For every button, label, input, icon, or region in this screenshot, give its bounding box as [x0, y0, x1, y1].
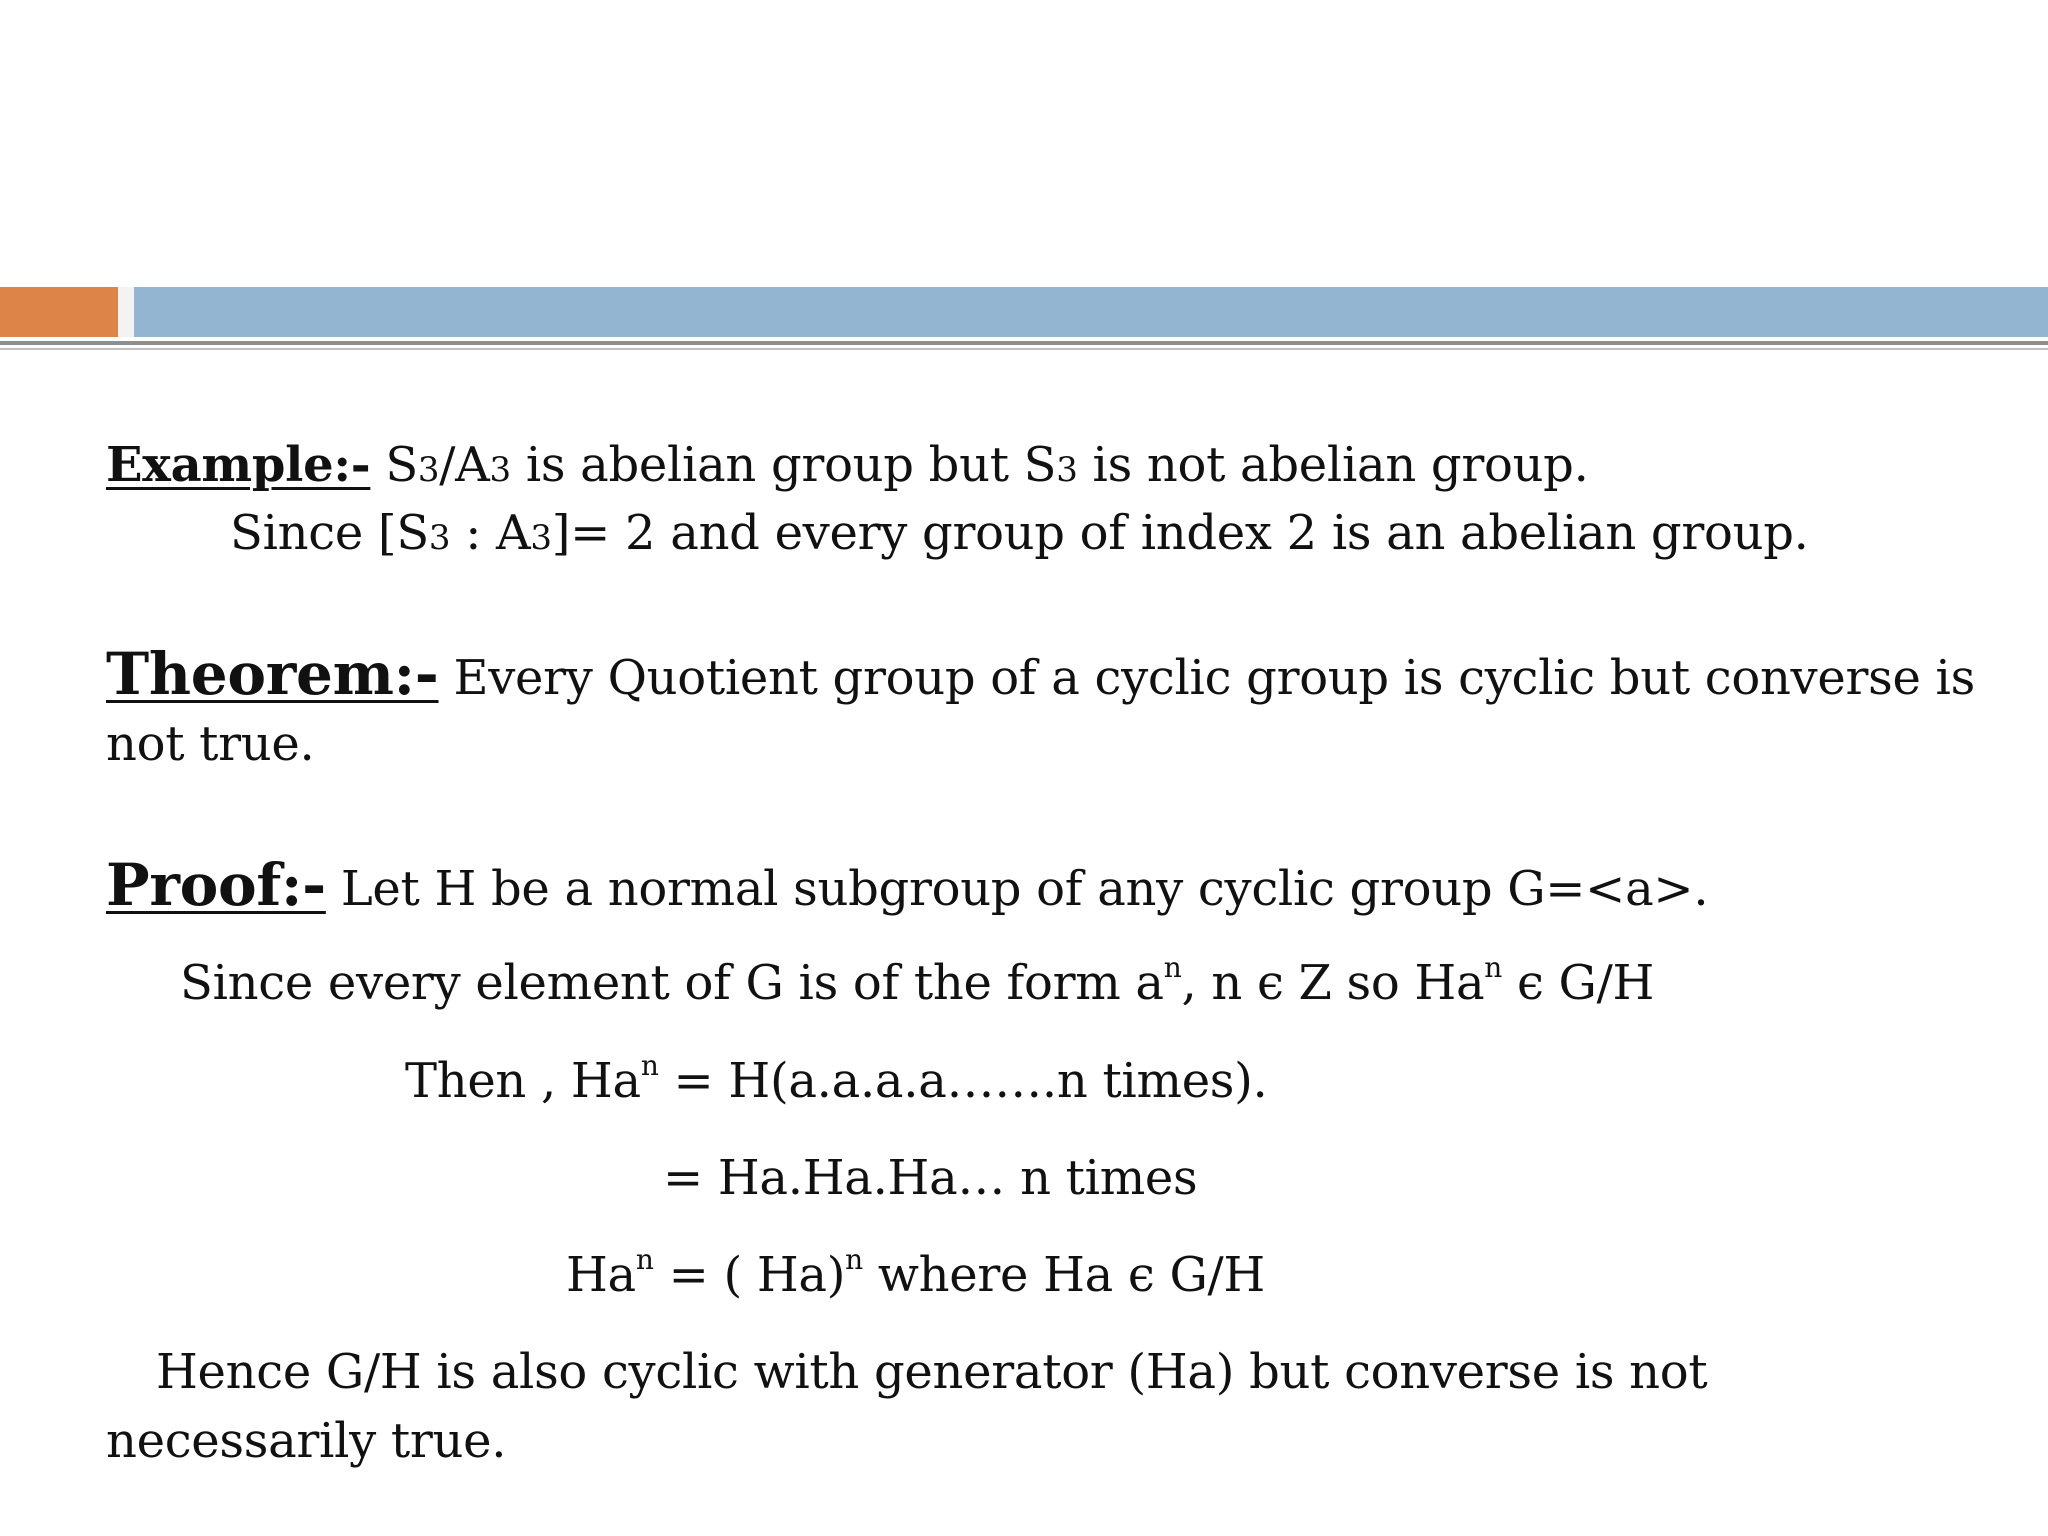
example-text-part: is not abelian group.	[1077, 437, 1589, 493]
proof-line-4	[663, 1148, 1197, 1208]
theorem-line-1	[106, 640, 1975, 708]
example-text-part: /A	[439, 437, 490, 493]
superscript: n	[1484, 951, 1503, 984]
header-rule-shadow	[0, 348, 2048, 350]
proof-text: Hence G/H is also cyclic with generator (Ha) but converse is not	[156, 1344, 1708, 1400]
example-line-2	[230, 503, 1809, 568]
proof-text: Since every element of G is of the form a	[180, 955, 1164, 1011]
proof-text: = ( Ha)	[653, 1247, 846, 1303]
theorem-heading: Theorem:-	[106, 640, 439, 708]
subscript: 3	[428, 518, 451, 558]
proof-heading: Proof:-	[106, 851, 326, 919]
example-line-1	[106, 435, 1589, 500]
proof-line-3	[405, 1051, 1268, 1111]
header-accent-blue	[134, 287, 2048, 337]
proof-text: , n ϵ Z so Ha	[1181, 955, 1485, 1011]
proof-text: ϵ G/H	[1502, 955, 1655, 1011]
superscript: n	[640, 1049, 659, 1082]
example-text-part: S	[370, 437, 418, 493]
header-rule	[0, 341, 2048, 345]
proof-line-2	[180, 953, 1654, 1013]
proof-text: Then , Ha	[405, 1053, 641, 1109]
theorem-text: not true.	[106, 716, 315, 772]
example-text-part: : A	[450, 505, 531, 561]
proof-line-5	[566, 1245, 1265, 1305]
proof-line-7	[106, 1411, 506, 1471]
subscript: 3	[1056, 450, 1078, 490]
proof-text: where Ha ϵ G/H	[862, 1247, 1265, 1303]
subscript: 3	[417, 450, 440, 490]
header-accent-gap	[118, 287, 134, 337]
theorem-text: Every Quotient group of a cyclic group is cyclic but converse is	[438, 650, 1975, 706]
proof-line-1	[106, 851, 1709, 919]
superscript: n	[635, 1243, 654, 1276]
example-heading: Example:-	[106, 437, 371, 493]
proof-text: necessarily true.	[106, 1413, 507, 1469]
proof-text: = Ha.Ha.Ha… n times	[663, 1150, 1198, 1206]
proof-line-6	[156, 1342, 1707, 1402]
example-text-part: is abelian group but S	[510, 437, 1057, 493]
subscript: 3	[489, 450, 511, 490]
subscript: 3	[530, 518, 552, 558]
proof-text: Ha	[566, 1247, 636, 1303]
proof-text: = H(a.a.a.a…….n times).	[658, 1053, 1268, 1109]
proof-text: Let H be a normal subgroup of any cyclic group G=<a>.	[325, 861, 1709, 917]
header-accent-orange	[0, 287, 118, 337]
example-text-part: ]= 2 and every group of index 2 is an abelian group.	[551, 505, 1809, 561]
superscript: n	[845, 1243, 863, 1276]
superscript: n	[1163, 951, 1182, 984]
example-text-part: Since [S	[230, 505, 429, 561]
theorem-line-2	[106, 714, 314, 774]
